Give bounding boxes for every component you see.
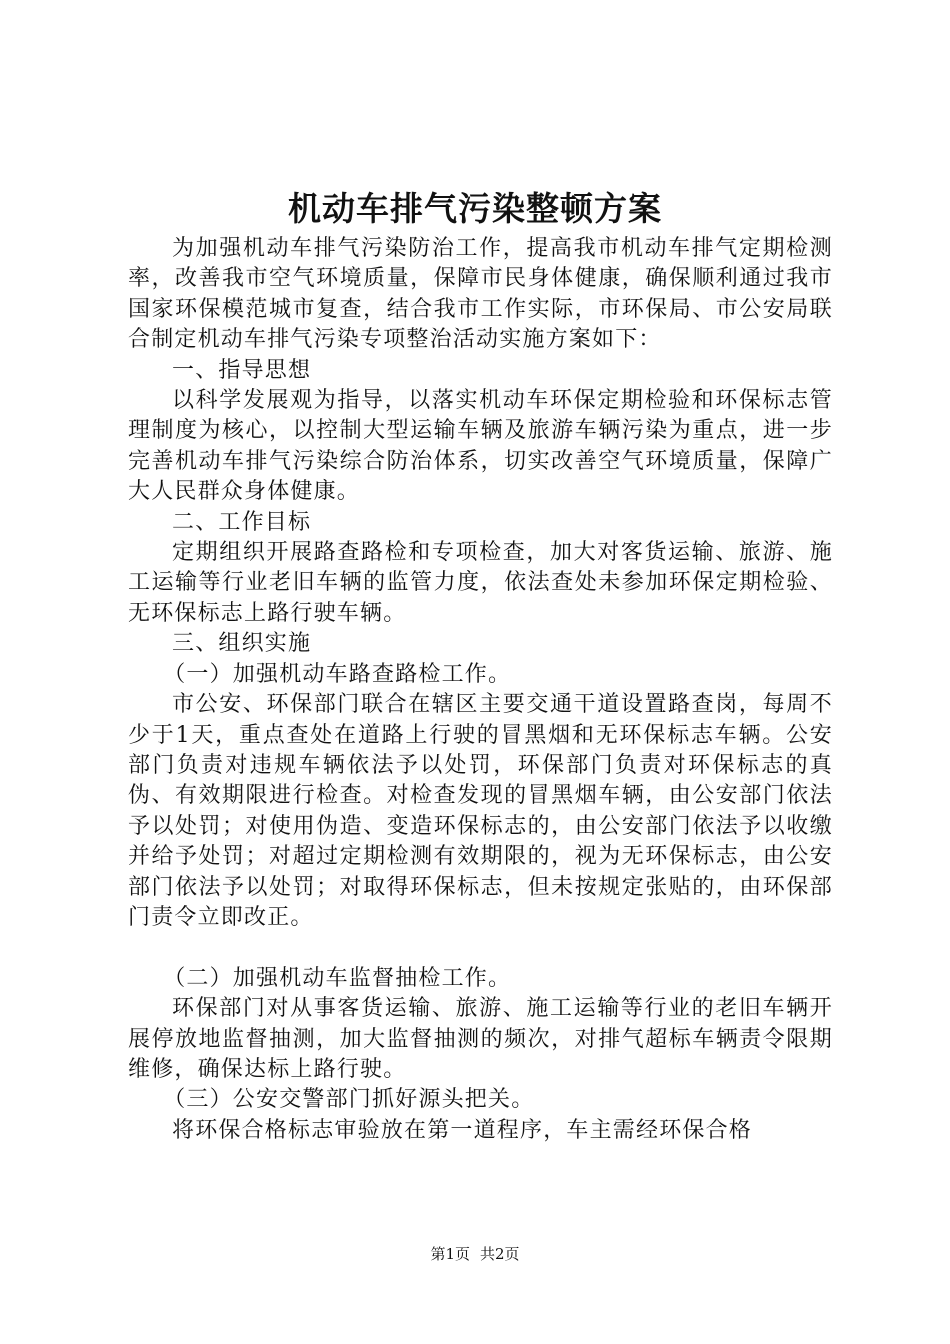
- page-number: 第1页: [430, 1245, 470, 1263]
- page-footer: [0, 1244, 950, 1264]
- work-goals-paragraph: 定期组织开展路查路检和专项检查，加大对客货运输、旅游、施工运输等行业老旧车辆的监管力度，依法查处未参加环保定期检验、无环保标志上路行驶车辆。: [128, 540, 833, 626]
- paragraph-gap: [128, 933, 833, 963]
- document-title: 机动车排气污染整顿方案: [288, 189, 662, 228]
- guiding-ideology-paragraph: 以科学发展观为指导，以落实机动车环保定期检验和环保标志管理制度为核心，以控制大型运输车辆及旅游车辆污染为重点，进一步完善机动车排气污染综合防治体系，切实改善空气环境质量，保障广大人民群众身体健康。: [128, 388, 833, 505]
- page-total: 共2页: [480, 1245, 520, 1263]
- document-body: [128, 234, 833, 1146]
- road-inspection-paragraph: 市公安、环保部门联合在辖区主要交通干道设置路查岗，每周不少于1天，重点查处在道路上行驶的冒黑烟和无环保标志车辆。公安部门负责对违规车辆依法予以处罚，环保部门负责对环保标志的真伪、有效期限进行检查。对检查发现的冒黑烟车辆，由公安部门依法予以处罚；对使用伪造、变造环保标志的，由公安部门依法予以收缴并给予处罚；对超过定期检测有效期限的，视为无环保标志，由公安部门依法予以处罚；对取得环保标志，但未按规定张贴的，由环保部门责令立即改正。: [128, 692, 833, 930]
- intro-paragraph: 为加强机动车排气污染防治工作，提高我市机动车排气定期检测率，改善我市空气环境质量，保障市民身体健康，确保顺利通过我市国家环保模范城市复查，结合我市工作实际，市环保局、市公安局联合制定机动车排气污染专项整治活动实施方案如下：: [128, 236, 833, 353]
- subsection-heading-road-inspection: （一）加强机动车路查路检工作。: [163, 661, 512, 687]
- section-heading-work-goals: 二、工作目标: [172, 509, 312, 535]
- section-heading-implementation: 三、组织实施: [172, 631, 312, 657]
- spot-check-paragraph: 环保部门对从事客货运输、旅游、施工运输等行业的老旧车辆开展停放地监督抽测，加大监督抽测的频次，对排气超标车辆责令限期维修，确保达标上路行驶。: [128, 996, 833, 1082]
- subsection-heading-traffic-police: （三）公安交警部门抓好源头把关。: [163, 1087, 535, 1113]
- subsection-heading-spot-check: （二）加强机动车监督抽检工作。: [163, 965, 512, 991]
- section-heading-guiding-ideology: 一、指导思想: [172, 357, 312, 383]
- traffic-police-paragraph: 将环保合格标志审验放在第一道程序，车主需经环保合格: [172, 1117, 753, 1143]
